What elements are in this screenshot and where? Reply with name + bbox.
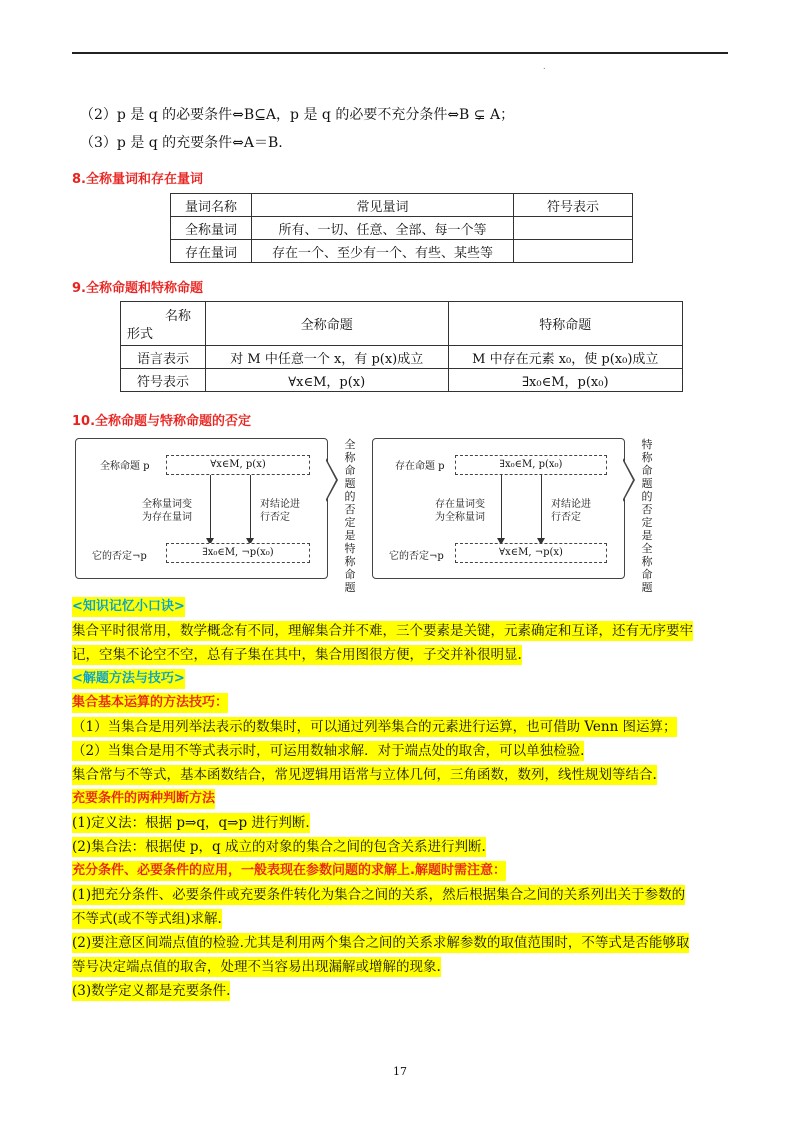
table-cell: ∀x∈M，p(x)	[206, 369, 449, 392]
diagram-bottom-box: ∃x₀∈M, ¬p(x₀)	[166, 543, 310, 563]
quantifier-table	[170, 193, 633, 263]
diagram-mid-right-1: 对结论进	[260, 499, 300, 510]
arrow-right	[541, 475, 542, 539]
diagram-mid-right-2: 行否定	[551, 512, 581, 523]
method-heading-1: 集合基本运算的方法技巧：	[72, 693, 228, 713]
header-mark: .	[543, 62, 546, 71]
corner-top-label: 名称	[164, 309, 191, 324]
diagram-top-box: ∃x₀∈M, p(x₀)	[455, 455, 607, 475]
section-10-title: 10.全称命题与特称命题的否定	[72, 414, 252, 429]
memory-line-1: 集合平时很常用，数学概念有不同，理解集合并不难，三个要素是关键，元素确定和互译，还有无序要牢	[72, 623, 693, 639]
arrow-right	[250, 475, 251, 539]
diagram-top-label: 全称命题 p	[100, 461, 150, 472]
method-heading-2: 充要条件的两种判断方法	[72, 789, 215, 809]
application-line-3: (2)要注意区间端点值的检验.尤其是利用两个集合之间的关系求解参数的取值范围时，不等式是否能够取	[72, 935, 690, 951]
table-cell: ∃x₀∈M，p(x₀)	[448, 369, 682, 392]
table-cell: 符号表示	[121, 369, 206, 392]
condition-line-3: （3）p 是 q 的充要条件⇔A＝B.	[80, 135, 283, 151]
method-line-2: （2）当集合是用不等式表示时，可运用数轴求解．对于端点处的取舍，可以单独检验.	[72, 743, 585, 759]
table-header: 常见量词	[252, 194, 514, 217]
diagram-mid-left-1: 全称量词变	[142, 499, 192, 510]
diagram-mid-right-1: 对结论进	[551, 499, 591, 510]
diagram-mid-left-1: 存在量词变	[435, 499, 485, 510]
methods-heading: <解题方法与技巧>	[72, 669, 185, 689]
table-cell: 所有、一切、任意、全部、每一个等	[252, 217, 514, 240]
chevron-right-icon	[326, 458, 338, 502]
arrow-left	[210, 475, 211, 539]
table-header: 符号表示	[514, 194, 633, 217]
diagram-mid-left-2: 为存在量词	[142, 512, 192, 523]
method-heading-3: 充分条件、必要条件的应用，一般表现在参数问题的求解上.解题时需注意：	[72, 861, 506, 881]
application-line-1: (1)把充分条件、必要条件或充要条件转化为集合之间的关系，然后根据集合之间的关系列出关于参数的	[72, 887, 686, 903]
condition-method-1: (1)定义法：根据 p⇒q，q⇒p 进行判断.	[72, 815, 310, 831]
diagram-mid-right-2: 行否定	[260, 512, 290, 523]
section-9-title: 9.全称命题和特称命题	[72, 281, 203, 296]
table-header: 全称命题	[206, 302, 449, 346]
diagram-bottom-label: 它的否定¬p	[92, 551, 147, 562]
arrow-left	[501, 475, 502, 539]
chevron-right-icon	[623, 458, 635, 502]
table-cell	[514, 240, 633, 263]
diagram-side-note: 全称命题的否定是特称命题	[344, 438, 356, 594]
memory-line-2: 记，空集不论空不空，总有子集在其中，集合用图很方便，子交并补很明显.	[72, 647, 522, 663]
table-cell: 存在量词	[171, 240, 252, 263]
page-number: 17	[393, 1065, 407, 1078]
diagram-bottom-label: 它的否定¬p	[389, 551, 444, 562]
application-line-5: (3)数学定义都是充要条件.	[72, 983, 231, 999]
universal-negation-diagram	[75, 438, 328, 579]
table-cell: 存在一个、至少有一个、有些、某些等	[252, 240, 514, 263]
diagram-side-note: 特称命题的否定是全称命题	[641, 438, 653, 594]
diagram-bottom-box: ∀x∈M, ¬p(x)	[455, 543, 607, 563]
corner-bottom-label: 形式	[127, 327, 154, 342]
table-header: 特称命题	[448, 302, 682, 346]
condition-line-2: （2）p 是 q 的必要条件⇔B⊆A，p 是 q 的必要不充分条件⇔B ⊊ A；	[80, 107, 515, 123]
table-cell: 全称量词	[171, 217, 252, 240]
existential-negation-diagram	[372, 438, 625, 579]
proposition-table	[120, 301, 683, 392]
method-line-1: （1）当集合是用列举法表示的数集时，可以通过列举集合的元素进行运算，也可借助 Venn 图运算；	[72, 719, 677, 735]
application-line-4: 等号决定端点值的取舍，处理不当容易出现漏解或增解的现象.	[72, 959, 441, 975]
diagram-top-box: ∀x∈M, p(x)	[166, 455, 310, 475]
table-cell	[514, 217, 633, 240]
header-rule	[72, 52, 728, 54]
memory-heading: <知识记忆小口诀>	[72, 597, 185, 617]
table-header: 量词名称	[171, 194, 252, 217]
condition-method-2: (2)集合法：根据使 p，q 成立的对象的集合之间的包含关系进行判断.	[72, 839, 486, 855]
method-line-3: 集合常与不等式，基本函数结合，常见逻辑用语常与立体几何，三角函数，数列，线性规划等结合.	[72, 767, 657, 783]
table-cell: 语言表示	[121, 346, 206, 369]
diagram-mid-left-2: 为全称量词	[435, 512, 485, 523]
application-line-2: 不等式(或不等式组)求解.	[72, 911, 222, 927]
table-cell: 对 M 中任意一个 x，有 p(x)成立	[206, 346, 449, 369]
section-8-title: 8.全称量词和存在量词	[72, 172, 203, 187]
diagram-top-label: 存在命题 p	[395, 461, 445, 472]
table-corner-cell	[121, 302, 206, 346]
table-cell: M 中存在元素 x₀，使 p(x₀)成立	[448, 346, 682, 369]
